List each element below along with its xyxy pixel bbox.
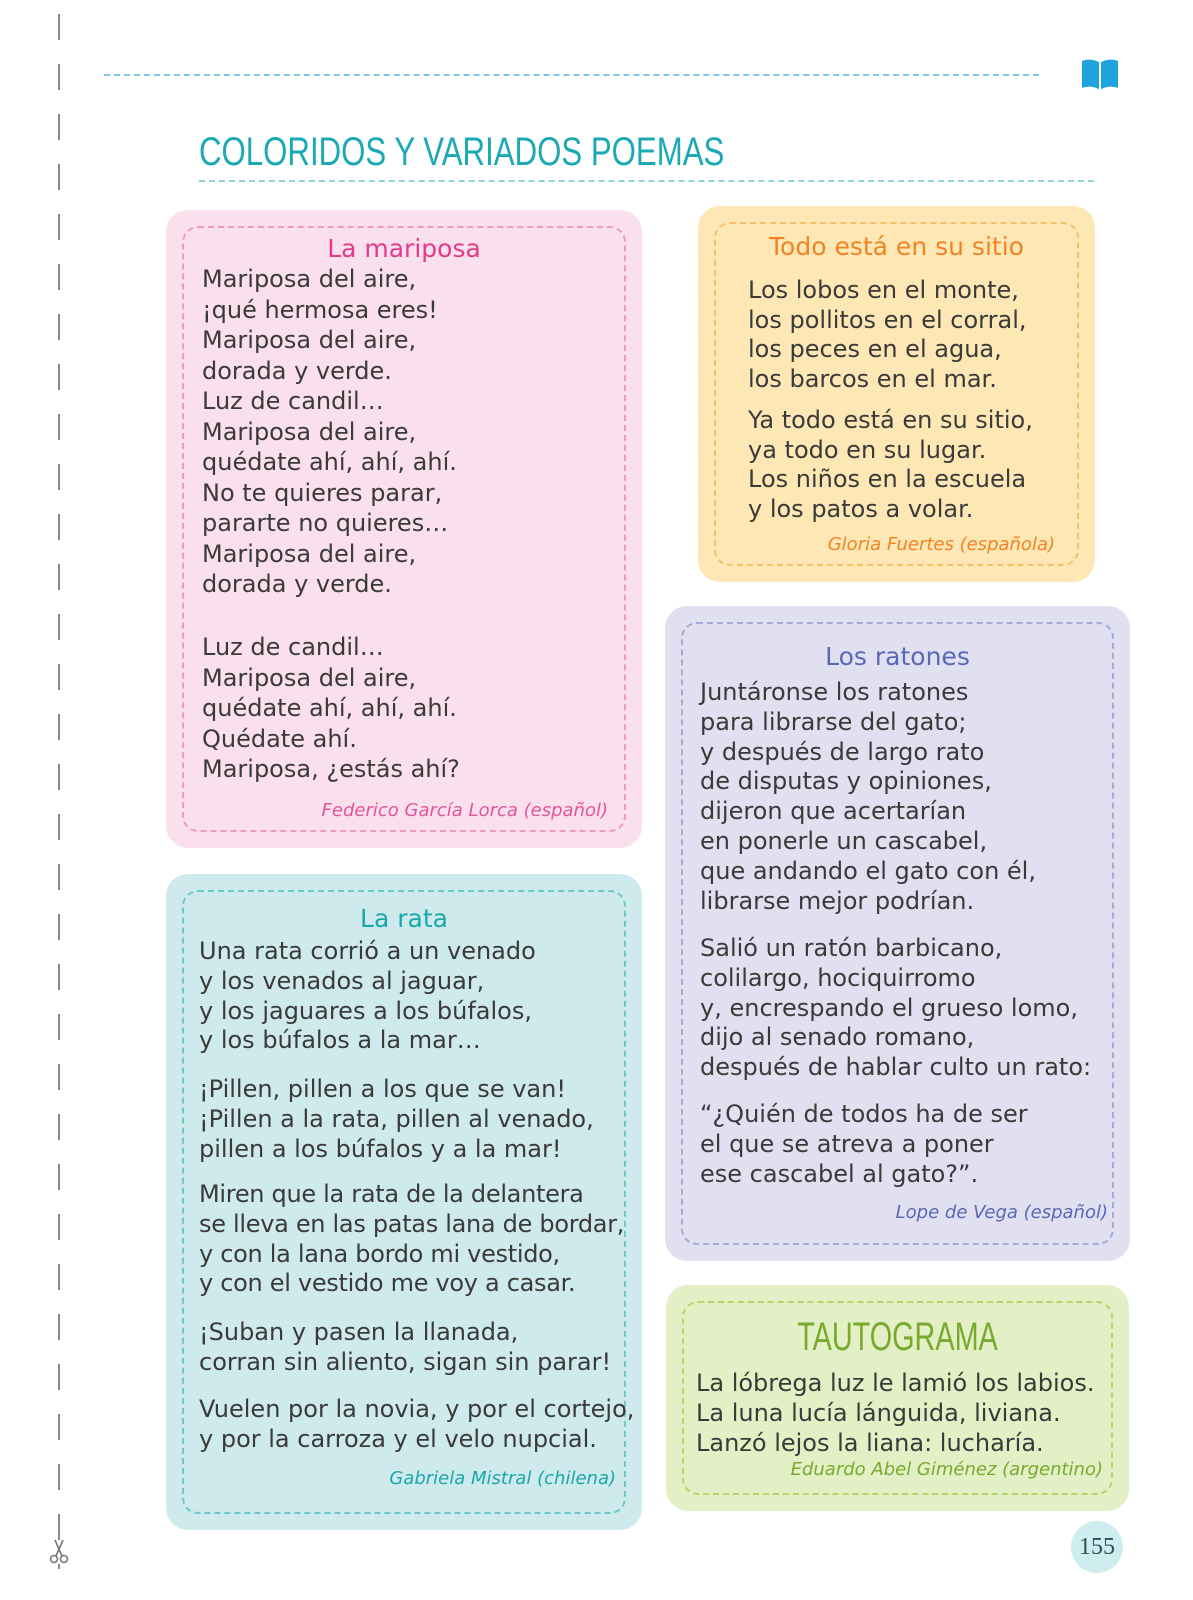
stanza xyxy=(199,1395,634,1455)
poem-line: Lanzó lejos la liana: lucharía. xyxy=(696,1428,1044,1457)
poem-line: y los jaguares a los búfalos, xyxy=(199,996,532,1025)
poem-line: La luna lucía lánguida, liviana. xyxy=(696,1398,1061,1427)
poem-title: Los ratones xyxy=(825,642,970,671)
poem-title: La mariposa xyxy=(327,234,481,263)
poem-line: dijeron que acertarían xyxy=(700,797,967,826)
poem-line: los pollitos en el corral, xyxy=(748,305,1027,334)
poem-line: ya todo en su lugar. xyxy=(748,435,987,464)
scissors-icon xyxy=(48,1538,70,1564)
poem-line: Miren que la rata de la delantera xyxy=(199,1180,584,1208)
poem-line: el que se atreva a poner xyxy=(700,1129,994,1158)
poem-line: dijo al senado romano, xyxy=(700,1023,975,1052)
poem-line: Mariposa del aire, xyxy=(202,417,417,446)
poem-line: para librarse del gato; xyxy=(700,707,967,736)
page-title: COLORIDOS Y VARIADOS POEMAS xyxy=(199,130,725,174)
poem-line: ¡Pillen, pillen a los que se van! xyxy=(199,1075,566,1103)
title-rule xyxy=(199,180,1094,182)
poem-line: Los niños en la escuela xyxy=(748,465,1027,493)
poem-line: Luz de candil… xyxy=(202,387,384,415)
poem-line: librarse mejor podrían. xyxy=(700,886,975,915)
stanza xyxy=(199,1075,594,1164)
poem-line: pararte no quieres… xyxy=(202,509,449,537)
poem-author: Gabriela Mistral (chilena) xyxy=(389,1468,616,1489)
poem-line: Los lobos en el monte, xyxy=(748,276,1019,304)
poem-card-todo-esta-en-su-sitio xyxy=(698,206,1095,582)
book-icon xyxy=(1080,56,1120,92)
stanza xyxy=(199,1318,611,1378)
poem-line: Mariposa, ¿estás ahí? xyxy=(202,755,460,783)
poem-line: Una rata corrió a un venado xyxy=(199,937,536,965)
poem-line: y los búfalos a la mar… xyxy=(199,1026,481,1055)
poem-line: “¿Quién de todos ha de ser xyxy=(700,1100,1028,1128)
poem-line: y con la lana bordo mi vestido, xyxy=(199,1239,560,1268)
poem-line: después de hablar culto un rato: xyxy=(700,1053,1092,1082)
poem-line: y con el vestido me voy a casar. xyxy=(199,1269,576,1298)
poem-line: Mariposa del aire, xyxy=(202,663,417,692)
poem-card-tautograma xyxy=(666,1285,1129,1511)
poem-line: Ya todo está en su sitio, xyxy=(748,406,1033,434)
poem-line: Quédate ahí. xyxy=(202,724,357,753)
stanza xyxy=(700,678,1036,916)
poem-card-mariposa xyxy=(166,210,642,848)
poem-line: los barcos en el mar. xyxy=(748,364,997,393)
poem-line: y después de largo rato xyxy=(700,737,985,766)
stanza xyxy=(199,937,536,1056)
poem-line: dorada y verde. xyxy=(202,356,392,385)
poem-line: Juntáronse los ratones xyxy=(700,678,969,706)
poem-line: y los venados al jaguar, xyxy=(199,966,485,995)
poem-line: pillen a los búfalos y a la mar! xyxy=(199,1134,562,1163)
poem-line: en ponerle un cascabel, xyxy=(700,826,988,855)
poem-line: corran sin aliento, sigan sin parar! xyxy=(199,1347,612,1376)
poem-line: Salió un ratón barbicano, xyxy=(700,934,1003,962)
poem-line: Mariposa del aire, xyxy=(202,265,417,293)
stanza xyxy=(700,934,1091,1083)
poem-line: y los patos a volar. xyxy=(748,494,974,523)
poem-author: Gloria Fuertes (española) xyxy=(827,534,1055,555)
header-rule xyxy=(104,74,1039,76)
stanza xyxy=(700,1100,1028,1189)
poem-line: Luz de candil… xyxy=(202,633,384,661)
poem-line: y, encrespando el grueso lomo, xyxy=(700,993,1078,1022)
poem-line: colilargo, hociquirromo xyxy=(700,963,976,992)
poem-line: La lóbrega luz le lamió los labios. xyxy=(696,1369,1095,1397)
poem-card-los-ratones xyxy=(665,606,1130,1261)
poem-line: quédate ahí, ahí, ahí. xyxy=(202,694,457,722)
poem-line: dorada y verde. xyxy=(202,570,392,598)
poem-line: Mariposa del aire, xyxy=(202,326,417,354)
poem-line: Mariposa del aire, xyxy=(202,539,417,568)
poem-line: quédate ahí, ahí, ahí. xyxy=(202,448,457,476)
poem-line: ese cascabel al gato?”. xyxy=(700,1159,979,1188)
stanza xyxy=(696,1369,1094,1458)
poem-line: ¡qué hermosa eres! xyxy=(202,295,438,324)
poem-card-la-rata xyxy=(166,874,642,1530)
poem-line: No te quieres parar, xyxy=(202,478,443,507)
poem-title: TAUTOGRAMA xyxy=(797,1315,998,1359)
poem-author: Federico García Lorca (español) xyxy=(321,800,608,821)
poem-line: de disputas y opiniones, xyxy=(700,767,992,796)
poem-line: ¡Suban y pasen la llanada, xyxy=(199,1318,519,1346)
poem-title: Todo está en su sitio xyxy=(769,232,1024,261)
poem-title: La rata xyxy=(360,904,448,933)
stanza xyxy=(202,264,457,600)
poem-line: y por la carroza y el velo nupcial. xyxy=(199,1424,597,1453)
poem-line: que andando el gato con él, xyxy=(700,856,1036,885)
poem-author: Lope de Vega (español) xyxy=(895,1202,1108,1223)
poem-line: Vuelen por la novia, y por el cortejo, xyxy=(199,1395,635,1423)
poem-line: se lleva en las patas lana de bordar, xyxy=(199,1209,625,1238)
page-number: 155 xyxy=(1071,1521,1123,1573)
poem-line: ¡Pillen a la rata, pillen al venado, xyxy=(199,1104,594,1133)
stanza xyxy=(202,632,460,785)
cut-line xyxy=(58,14,60,1569)
stanza xyxy=(748,276,1027,394)
stanza xyxy=(748,406,1033,524)
poem-author: Eduardo Abel Giménez (argentino) xyxy=(790,1459,1103,1480)
stanza xyxy=(199,1180,624,1299)
poem-line: los peces en el agua, xyxy=(748,335,1002,363)
